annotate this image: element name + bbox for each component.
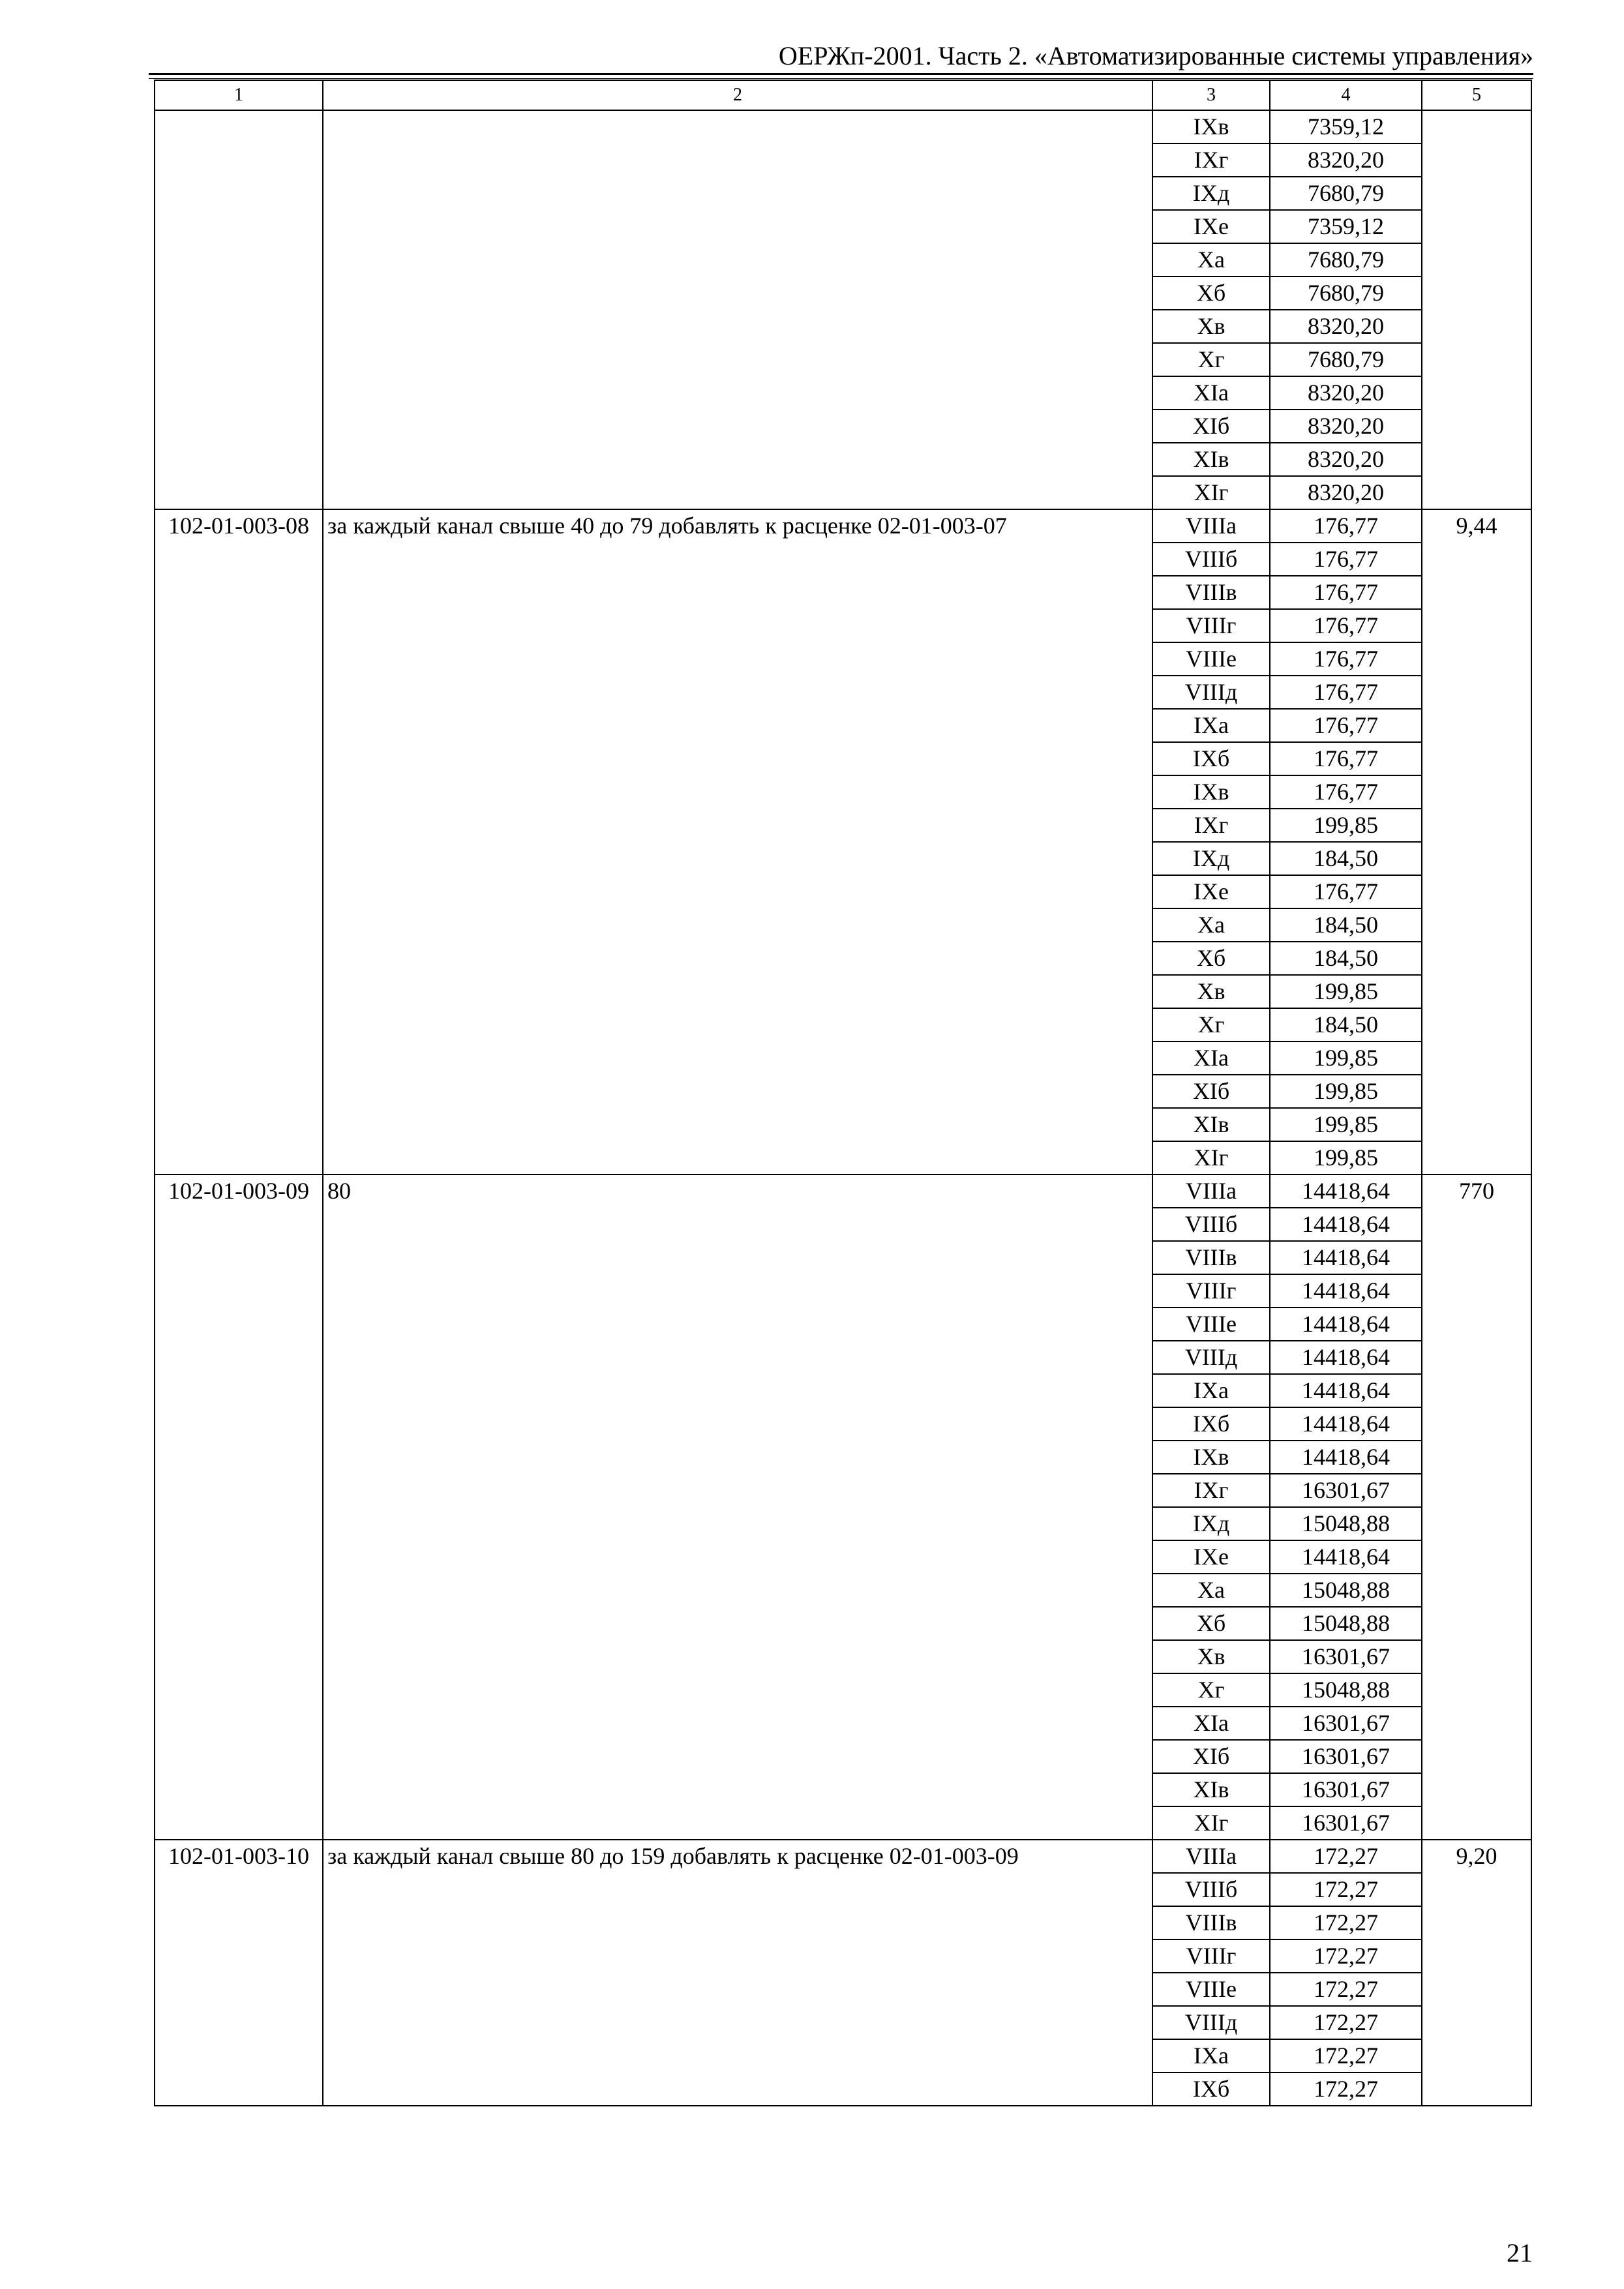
column-header: 4 [1270,80,1422,110]
rate-code: 102-01-003-08 [155,509,323,1174]
price-cell: 8320,20 [1270,143,1422,177]
zone-cell: IXв [1152,1441,1270,1474]
zone-cell: VIIIе [1152,1973,1270,2006]
price-cell: 184,50 [1270,1008,1422,1041]
price-cell: 16301,67 [1270,1474,1422,1507]
price-cell: 16301,67 [1270,1773,1422,1806]
zone-cell: IXд [1152,842,1270,875]
table-row [155,1840,1531,1873]
price-cell: 172,27 [1270,1840,1422,1873]
price-cell: 172,27 [1270,1906,1422,1939]
rates-table [154,80,1532,2106]
rate-description: 80 [323,1174,1152,1840]
price-cell: 184,50 [1270,942,1422,975]
zone-cell: IXв [1152,775,1270,809]
zone-cell: IXб [1152,1407,1270,1441]
zone-cell: IXг [1152,143,1270,177]
zone-cell: Xа [1152,908,1270,942]
price-cell: 14418,64 [1270,1274,1422,1308]
table-row [155,110,1531,143]
zone-cell: VIIIе [1152,1308,1270,1341]
price-cell: 16301,67 [1270,1640,1422,1673]
zone-cell: IXг [1152,1474,1270,1507]
rate-description: за каждый канал свыше 40 до 79 добавлять к расценке 02-01-003-07 [323,509,1152,1174]
price-cell: 172,27 [1270,1939,1422,1973]
price-cell: 176,77 [1270,543,1422,576]
zone-cell: VIIIг [1152,1274,1270,1308]
price-cell: 14418,64 [1270,1540,1422,1574]
zone-cell: Xб [1152,942,1270,975]
zone-cell: XIа [1152,376,1270,410]
table-header-row [155,80,1531,110]
page-number: 21 [1507,2238,1533,2267]
table-row [155,509,1531,543]
price-cell: 16301,67 [1270,1806,1422,1840]
price-cell: 176,77 [1270,609,1422,642]
zone-cell: VIIIв [1152,1906,1270,1939]
price-cell: 14418,64 [1270,1441,1422,1474]
price-cell: 7680,79 [1270,243,1422,277]
zone-cell: IXд [1152,177,1270,210]
price-cell: 15048,88 [1270,1574,1422,1607]
zone-cell: VIIIг [1152,1939,1270,1973]
zone-cell: IXа [1152,1374,1270,1407]
zone-cell: XIб [1152,410,1270,443]
zone-cell: XIв [1152,443,1270,476]
zone-cell: Xг [1152,1008,1270,1041]
zone-cell: Xв [1152,1640,1270,1673]
zone-cell: XIг [1152,1806,1270,1840]
price-cell: 15048,88 [1270,1673,1422,1707]
zone-cell: VIIIд [1152,676,1270,709]
price-cell: 199,85 [1270,1141,1422,1174]
price-cell: 176,77 [1270,709,1422,742]
page-header-title: ОЕРЖп-2001. Часть 2. «Автоматизированные системы управления» [778,41,1533,70]
zone-cell: XIб [1152,1740,1270,1773]
price-cell: 172,27 [1270,2072,1422,2106]
price-cell: 14418,64 [1270,1241,1422,1274]
price-cell: 16301,67 [1270,1740,1422,1773]
price-cell: 172,27 [1270,2039,1422,2072]
table-row [155,1174,1531,1208]
price-cell: 176,77 [1270,576,1422,609]
price-cell: 16301,67 [1270,1707,1422,1740]
price-cell: 172,27 [1270,1973,1422,2006]
zone-cell: VIIIв [1152,1241,1270,1274]
zone-cell: VIIIб [1152,543,1270,576]
zone-cell: XIа [1152,1707,1270,1740]
zone-cell: IXе [1152,1540,1270,1574]
price-cell: 176,77 [1270,742,1422,775]
zone-cell: IXе [1152,875,1270,908]
zone-cell: IXб [1152,742,1270,775]
zone-cell: IXа [1152,2039,1270,2072]
price-cell: 176,77 [1270,642,1422,676]
column-header: 2 [323,80,1152,110]
price-cell: 8320,20 [1270,443,1422,476]
zone-cell: Xв [1152,310,1270,343]
price-cell: 172,27 [1270,1873,1422,1906]
rate-description: за каждый канал свыше 80 до 159 добавлять к расценке 02-01-003-09 [323,1840,1152,2106]
price-cell: 14418,64 [1270,1174,1422,1208]
column-header: 5 [1422,80,1531,110]
price-cell: 199,85 [1270,1041,1422,1075]
table-body [155,110,1531,2106]
column-header: 3 [1152,80,1270,110]
zone-cell: VIIIа [1152,1840,1270,1873]
header-rule-thick [149,73,1533,75]
price-cell: 172,27 [1270,2006,1422,2039]
table-header [155,80,1531,110]
zone-cell: IXб [1152,2072,1270,2106]
zone-cell: IXд [1152,1507,1270,1540]
price-cell: 14418,64 [1270,1374,1422,1407]
price-cell: 8320,20 [1270,310,1422,343]
price-cell: 8320,20 [1270,376,1422,410]
zone-cell: VIIIе [1152,642,1270,676]
zone-cell: XIг [1152,1141,1270,1174]
zone-cell: VIIIб [1152,1208,1270,1241]
zone-cell: XIа [1152,1041,1270,1075]
price-cell: 15048,88 [1270,1507,1422,1540]
price-cell: 199,85 [1270,1075,1422,1108]
price-cell: 176,77 [1270,875,1422,908]
price-cell: 14418,64 [1270,1341,1422,1374]
price-cell: 14418,64 [1270,1308,1422,1341]
price-cell: 199,85 [1270,809,1422,842]
rate-description [323,110,1152,509]
price-cell: 184,50 [1270,842,1422,875]
price-cell: 199,85 [1270,975,1422,1008]
price-cell: 7359,12 [1270,210,1422,243]
price-cell: 199,85 [1270,1108,1422,1141]
zone-cell: Xа [1152,1574,1270,1607]
price-cell: 7680,79 [1270,343,1422,376]
price-cell: 8320,20 [1270,410,1422,443]
zone-cell: Xа [1152,243,1270,277]
price-cell: 7680,79 [1270,277,1422,310]
price-cell: 14418,64 [1270,1208,1422,1241]
column-header: 1 [155,80,323,110]
rate-code: 102-01-003-09 [155,1174,323,1840]
zone-cell: Xб [1152,277,1270,310]
rate-code [155,110,323,509]
zone-cell: Xг [1152,343,1270,376]
price-cell: 7680,79 [1270,177,1422,210]
price-cell: 176,77 [1270,775,1422,809]
price-cell: 176,77 [1270,509,1422,543]
labor-cost: 9,44 [1422,509,1531,1174]
zone-cell: XIв [1152,1108,1270,1141]
price-cell: 15048,88 [1270,1607,1422,1640]
labor-cost: 770 [1422,1174,1531,1840]
zone-cell: VIIIв [1152,576,1270,609]
zone-cell: IXе [1152,210,1270,243]
price-cell: 8320,20 [1270,476,1422,509]
price-cell: 14418,64 [1270,1407,1422,1441]
zone-cell: VIIIг [1152,609,1270,642]
zone-cell: VIIIа [1152,1174,1270,1208]
rate-code: 102-01-003-10 [155,1840,323,2106]
zone-cell: XIб [1152,1075,1270,1108]
labor-cost [1422,110,1531,509]
zone-cell: VIIIд [1152,1341,1270,1374]
zone-cell: VIIIд [1152,2006,1270,2039]
zone-cell: VIIIа [1152,509,1270,543]
zone-cell: VIIIб [1152,1873,1270,1906]
zone-cell: Xв [1152,975,1270,1008]
price-cell: 7359,12 [1270,110,1422,143]
zone-cell: XIв [1152,1773,1270,1806]
zone-cell: Xб [1152,1607,1270,1640]
header-rule-thin [149,78,1533,79]
zone-cell: IXв [1152,110,1270,143]
zone-cell: IXа [1152,709,1270,742]
labor-cost: 9,20 [1422,1840,1531,2106]
zone-cell: IXг [1152,809,1270,842]
zone-cell: Xг [1152,1673,1270,1707]
price-cell: 176,77 [1270,676,1422,709]
zone-cell: XIг [1152,476,1270,509]
price-cell: 184,50 [1270,908,1422,942]
